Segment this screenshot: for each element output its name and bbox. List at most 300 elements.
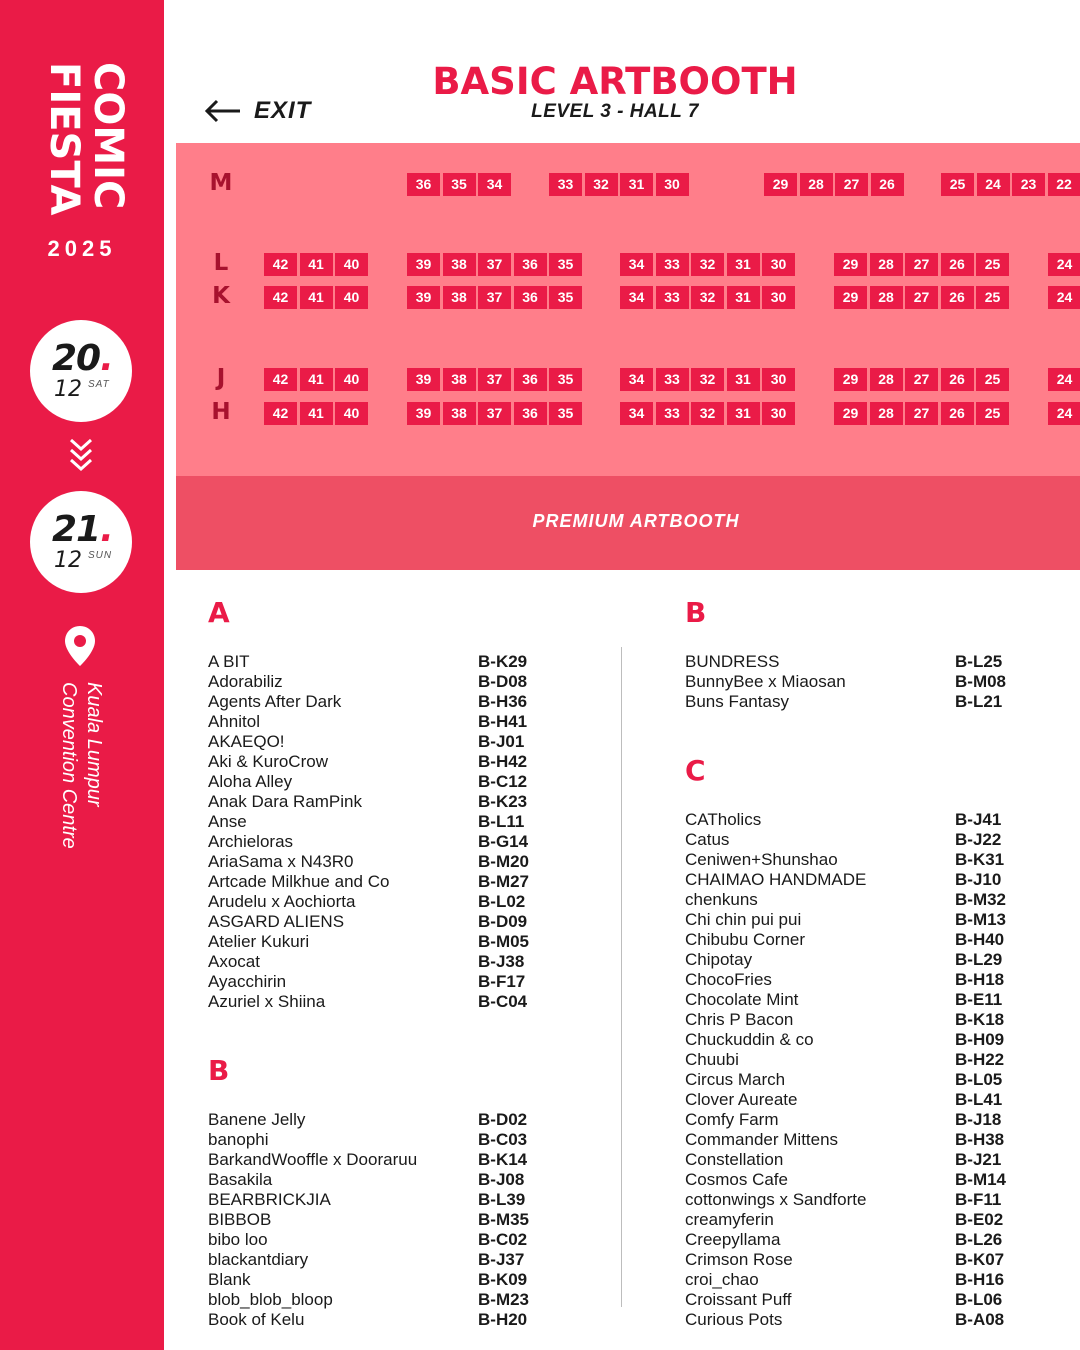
booth-h33: 33: [656, 402, 689, 425]
booth-code: B-M05: [478, 932, 530, 951]
sidebar: [0, 0, 164, 1350]
exhibitor-name: Aloha Alley: [208, 772, 293, 791]
list-item: [208, 1270, 529, 1290]
booth-j41: 41: [300, 368, 333, 391]
list-item: [685, 672, 1006, 692]
booth-m25: 25: [941, 173, 974, 196]
booth-code: B-M20: [478, 852, 530, 871]
booth-k41: 41: [300, 286, 333, 309]
booth-j35: 35: [549, 368, 582, 391]
booth-code: B-G14: [478, 832, 529, 851]
booth-code: B-M32: [955, 890, 1007, 909]
booth-j33: 33: [656, 368, 689, 391]
booth-k27: 27: [905, 286, 938, 309]
list-item: [208, 812, 529, 832]
booth-h27: 27: [905, 402, 938, 425]
exhibitor-name: Agents After Dark: [208, 692, 342, 711]
booth-m23: 23: [1012, 173, 1045, 196]
row-label-j: J: [216, 365, 226, 391]
exhibitor-name: BunnyBee x Miaosan: [685, 672, 846, 691]
booth-m32: 32: [585, 173, 618, 196]
booth-j36: 36: [514, 368, 547, 391]
date-day: 21: [52, 509, 101, 550]
exhibitor-name: Clover Aureate: [685, 1090, 798, 1109]
booth-code: B-E11: [955, 990, 1003, 1009]
exhibitor-name: blackantdiary: [208, 1250, 309, 1269]
booth-code: B-L21: [955, 692, 1003, 711]
list-item: [208, 972, 529, 992]
booth-j42: 42: [264, 368, 297, 391]
list-item: [685, 1070, 1006, 1090]
exhibitor-name: Chris P Bacon: [685, 1010, 794, 1029]
booth-j25: 25: [976, 368, 1009, 391]
booth-h41: 41: [300, 402, 333, 425]
date-badge-day1: [30, 320, 132, 422]
booth-l33: 33: [656, 253, 689, 276]
date-dot: .: [100, 509, 113, 550]
booth-code: B-H41: [478, 712, 528, 731]
page-title: BASIC ARTBOOTH: [432, 60, 798, 103]
booth-l40: 40: [335, 253, 368, 276]
booth-l36: 36: [514, 253, 547, 276]
booth-code: B-K14: [478, 1150, 528, 1169]
list-item: [685, 810, 1006, 830]
list-item: [208, 1230, 529, 1250]
list-item: [208, 1310, 529, 1330]
booth-code: B-M27: [478, 872, 530, 891]
booth-l30: 30: [762, 253, 795, 276]
exhibitor-name: Crimson Rose: [685, 1250, 793, 1269]
exhibitor-name: Ceniwen+Shunshao: [685, 850, 838, 869]
exhibitor-name: AKAEQO!: [208, 732, 285, 751]
booth-code: B-L25: [955, 652, 1003, 671]
booth-h34: 34: [620, 402, 653, 425]
list-item: [685, 1110, 1006, 1130]
booth-code: B-K09: [478, 1270, 528, 1289]
list-item: [208, 1190, 529, 1210]
booth-m33: 33: [549, 173, 582, 196]
booth-code: B-J38: [478, 952, 525, 971]
list-item: [208, 992, 529, 1012]
list-item: [685, 890, 1006, 910]
booth-l25: 25: [976, 253, 1009, 276]
row-label-l: L: [213, 250, 229, 276]
booth-k24: 24: [1048, 286, 1080, 309]
exhibitor-name: Anse: [208, 812, 247, 831]
exhibitor-name: Anak Dara RamPink: [208, 792, 363, 811]
exhibitor-list: [208, 1110, 529, 1330]
booth-code: B-H20: [478, 1310, 528, 1329]
date-month: 12: [54, 377, 82, 402]
booth-code: B-K07: [955, 1250, 1005, 1269]
booth-code: B-F17: [478, 972, 526, 991]
booth-code: B-E02: [955, 1210, 1004, 1229]
booth-code: B-J41: [955, 810, 1002, 829]
booth-k25: 25: [976, 286, 1009, 309]
exhibitor-name: BUNDRESS: [685, 652, 780, 671]
booth-l38: 38: [443, 253, 476, 276]
booth-l41: 41: [300, 253, 333, 276]
booth-code: B-M14: [955, 1170, 1007, 1189]
exhibitor-name: Basakila: [208, 1170, 273, 1189]
list-item: [208, 772, 529, 792]
list-item: [208, 912, 529, 932]
exhibitor-name: cottonwings x Sandforte: [685, 1190, 867, 1209]
exhibitor-list: [208, 652, 529, 1012]
brand-line-1: COMIC: [85, 62, 131, 210]
booth-l39: 39: [407, 253, 440, 276]
booth-j32: 32: [691, 368, 724, 391]
section-letter: B: [685, 596, 707, 629]
booth-l26: 26: [941, 253, 974, 276]
floor-map: [176, 143, 1080, 476]
list-item: [685, 970, 1006, 990]
booth-k32: 32: [691, 286, 724, 309]
booth-k37: 37: [478, 286, 511, 309]
booth-m31: 31: [620, 173, 653, 196]
exhibitor-name: Curious Pots: [685, 1310, 783, 1329]
list-item: [685, 652, 1006, 672]
booth-j26: 26: [941, 368, 974, 391]
exhibitor-name: Chuckuddin & co: [685, 1030, 814, 1049]
booth-h30: 30: [762, 402, 795, 425]
date-dot: .: [100, 338, 113, 379]
list-item: [685, 1250, 1006, 1270]
date-badge-day2: [30, 491, 132, 593]
booth-m22: 22: [1048, 173, 1080, 196]
list-item: [208, 692, 529, 712]
booth-k42: 42: [264, 286, 297, 309]
exhibitor-name: croi_chao: [685, 1270, 759, 1289]
booth-code: B-L02: [478, 892, 526, 911]
booth-h39: 39: [407, 402, 440, 425]
exhibitor-name: Axocat: [208, 952, 260, 971]
booth-code: B-C03: [478, 1130, 528, 1149]
exhibitor-name: Arudelu x Aochiorta: [208, 892, 356, 911]
list-item: [208, 752, 529, 772]
exhibitor-name: BIBBOB: [208, 1210, 272, 1229]
arrow-left-icon: [204, 99, 242, 123]
exhibitor-name: CHAIMAO HANDMADE: [685, 870, 867, 889]
list-item: [685, 1130, 1006, 1150]
exhibitor-name: Buns Fantasy: [685, 692, 789, 711]
list-item: [685, 930, 1006, 950]
booth-code: B-L39: [478, 1190, 526, 1209]
exhibitor-name: blob_blob_bloop: [208, 1290, 333, 1309]
booth-l28: 28: [870, 253, 903, 276]
booth-h38: 38: [443, 402, 476, 425]
booth-k36: 36: [514, 286, 547, 309]
list-item: [208, 792, 529, 812]
booth-j34: 34: [620, 368, 653, 391]
booth-k30: 30: [762, 286, 795, 309]
booth-code: B-H18: [955, 970, 1005, 989]
date-weekday: SAT: [88, 379, 110, 390]
list-item: [685, 1290, 1006, 1310]
exhibitor-name: Circus March: [685, 1070, 786, 1089]
list-item: [208, 952, 529, 972]
booth-l42: 42: [264, 253, 297, 276]
list-item: [685, 1310, 1006, 1330]
exhibitor-name: Banene Jelly: [208, 1110, 306, 1129]
booth-h26: 26: [941, 402, 974, 425]
booth-k38: 38: [443, 286, 476, 309]
exhibitor-name: Chipotay: [685, 950, 753, 969]
exit-label: EXIT: [254, 97, 312, 124]
booth-j31: 31: [727, 368, 760, 391]
brand-line-2: FIESTA: [41, 62, 87, 216]
page-subtitle: LEVEL 3 - HALL 7: [531, 101, 699, 122]
list-item: [208, 832, 529, 852]
booth-h29: 29: [834, 402, 867, 425]
booth-j24: 24: [1048, 368, 1080, 391]
list-item: [685, 870, 1006, 890]
premium-artbooth-label: PREMIUM ARTBOOTH: [532, 511, 740, 531]
exhibitor-name: BarkandWooffle x Dooraruu: [208, 1150, 418, 1169]
booth-h32: 32: [691, 402, 724, 425]
exhibitor-name: Archieloras: [208, 832, 294, 851]
booth-m27: 27: [835, 173, 868, 196]
list-item: [208, 932, 529, 952]
exhibitor-name: Chuubi: [685, 1050, 739, 1069]
list-item: [685, 692, 1006, 712]
list-item: [208, 1110, 529, 1130]
list-item: [685, 1210, 1006, 1230]
exhibitor-name: Commander Mittens: [685, 1130, 839, 1149]
list-item: [685, 910, 1006, 930]
booth-code: B-H09: [955, 1030, 1005, 1049]
booth-m29: 29: [764, 173, 797, 196]
booth-code: B-C04: [478, 992, 528, 1011]
booth-j40: 40: [335, 368, 368, 391]
list-item: [685, 1150, 1006, 1170]
booth-code: B-H40: [955, 930, 1005, 949]
list-item: [208, 732, 529, 752]
booth-h24: 24: [1048, 402, 1080, 425]
list-item: [208, 1170, 529, 1190]
booth-code: B-J21: [955, 1150, 1002, 1169]
exhibitor-list: [685, 652, 1006, 712]
booth-code: B-D08: [478, 672, 528, 691]
brand-logo: [38, 62, 131, 232]
booth-k26: 26: [941, 286, 974, 309]
booth-code: B-M23: [478, 1290, 530, 1309]
booth-code: B-A08: [955, 1310, 1005, 1329]
list-item: [685, 1270, 1006, 1290]
exhibitor-name: banophi: [208, 1130, 269, 1149]
booth-code: B-M35: [478, 1210, 530, 1229]
exhibitor-list: [685, 810, 1006, 1330]
booth-h37: 37: [478, 402, 511, 425]
exhibitor-name: ASGARD ALIENS: [208, 912, 345, 931]
double-chevron-down-icon: [66, 436, 96, 476]
booth-m26: 26: [871, 173, 904, 196]
list-item: [208, 1250, 529, 1270]
list-item: [208, 1290, 529, 1310]
booth-k35: 35: [549, 286, 582, 309]
list-item: [685, 1170, 1006, 1190]
date-weekday: SUN: [88, 550, 113, 561]
location-pin-icon: [64, 625, 96, 667]
booth-code: B-H16: [955, 1270, 1005, 1289]
exhibitor-name: Adorabiliz: [208, 672, 283, 691]
booth-code: B-L41: [955, 1090, 1003, 1109]
exhibitor-name: Atelier Kukuri: [208, 932, 310, 951]
exhibitor-name: Ahnitol: [208, 712, 260, 731]
booth-code: B-J37: [478, 1250, 525, 1269]
booth-k29: 29: [834, 286, 867, 309]
booth-code: B-M13: [955, 910, 1007, 929]
booth-code: B-L29: [955, 950, 1003, 969]
row-label-m: M: [209, 170, 233, 196]
booth-h42: 42: [264, 402, 297, 425]
exhibitor-name: A BIT: [208, 652, 250, 671]
exhibitor-name: Chi chin pui pui: [685, 910, 802, 929]
list-item: [685, 1230, 1006, 1250]
booth-code: B-C02: [478, 1230, 528, 1249]
list-item: [685, 830, 1006, 850]
booth-code: B-L11: [478, 812, 525, 831]
exhibitor-name: ChocoFries: [685, 970, 772, 989]
list-item: [208, 892, 529, 912]
booth-code: B-K23: [478, 792, 528, 811]
exhibitor-name: BEARBRICKJIA: [208, 1190, 331, 1209]
exhibitor-name: Creepyllama: [685, 1230, 781, 1249]
booth-code: B-H22: [955, 1050, 1005, 1069]
exhibitor-name: CATholics: [685, 810, 762, 829]
exhibitor-name: Artcade Milkhue and Co: [208, 872, 390, 891]
booth-k40: 40: [335, 286, 368, 309]
booth-code: B-H42: [478, 752, 528, 771]
booth-code: B-C12: [478, 772, 528, 791]
booth-code: B-H36: [478, 692, 528, 711]
booth-l29: 29: [834, 253, 867, 276]
list-item: [208, 672, 529, 692]
list-item: [208, 852, 529, 872]
booth-l31: 31: [727, 253, 760, 276]
list-item: [208, 872, 529, 892]
exhibitor-name: Cosmos Cafe: [685, 1170, 788, 1189]
booth-code: B-M08: [955, 672, 1007, 691]
list-item: [685, 950, 1006, 970]
brand-year: 2025: [47, 236, 117, 261]
booth-h36: 36: [514, 402, 547, 425]
booth-j37: 37: [478, 368, 511, 391]
booth-m36: 36: [407, 173, 440, 196]
booth-h25: 25: [976, 402, 1009, 425]
row-label-h: H: [211, 399, 231, 425]
booth-code: B-D02: [478, 1110, 528, 1129]
booth-h28: 28: [870, 402, 903, 425]
booth-code: B-J01: [478, 732, 525, 751]
date-month: 12: [54, 548, 82, 573]
booth-code: B-F11: [955, 1190, 1002, 1209]
booth-code: B-J18: [955, 1110, 1002, 1129]
exhibitor-name: Aki & KuroCrow: [208, 752, 328, 771]
list-item: [685, 1030, 1006, 1050]
booth-code: B-L06: [955, 1290, 1003, 1309]
list-item: [208, 1130, 529, 1150]
date-day: 20: [52, 338, 101, 379]
booth-j39: 39: [407, 368, 440, 391]
exit-marker: [204, 96, 311, 126]
section-letter: A: [208, 596, 230, 629]
list-item: [685, 1190, 1006, 1210]
booth-code: B-L05: [955, 1070, 1003, 1089]
booth-k31: 31: [727, 286, 760, 309]
booth-code: B-D09: [478, 912, 528, 931]
list-item: [685, 1050, 1006, 1070]
booth-code: B-K29: [478, 652, 528, 671]
booth-h35: 35: [549, 402, 582, 425]
booth-j28: 28: [870, 368, 903, 391]
booth-m30: 30: [656, 173, 689, 196]
booth-h40: 40: [335, 402, 368, 425]
booth-m35: 35: [443, 173, 476, 196]
venue-line-2: Convention Centre: [58, 682, 80, 849]
list-item: [208, 652, 529, 672]
booth-m34: 34: [478, 173, 511, 196]
exhibitor-name: AriaSama x N43R0: [208, 852, 354, 871]
booth-l24: 24: [1048, 253, 1080, 276]
booth-m24: 24: [977, 173, 1010, 196]
booth-code: B-H38: [955, 1130, 1005, 1149]
exhibitor-name: Chibubu Corner: [685, 930, 806, 949]
booth-k34: 34: [620, 286, 653, 309]
exhibitor-name: Azuriel x Shiina: [208, 992, 326, 1011]
booth-code: B-L26: [955, 1230, 1003, 1249]
booth-l34: 34: [620, 253, 653, 276]
list-item: [685, 1010, 1006, 1030]
venue: [56, 682, 112, 902]
list-item: [208, 1210, 529, 1230]
exhibitor-name: creamyferin: [685, 1210, 774, 1229]
exhibitor-name: Chocolate Mint: [685, 990, 799, 1009]
list-item: [685, 990, 1006, 1010]
booth-l35: 35: [549, 253, 582, 276]
exhibitor-name: bibo loo: [208, 1230, 268, 1249]
booth-code: B-J22: [955, 830, 1002, 849]
booth-k28: 28: [870, 286, 903, 309]
row-label-k: K: [212, 283, 230, 309]
booth-code: B-K18: [955, 1010, 1005, 1029]
booth-j27: 27: [905, 368, 938, 391]
exhibitor-name: Comfy Farm: [685, 1110, 779, 1129]
exhibitor-name: Ayacchirin: [208, 972, 287, 991]
booth-code: B-K31: [955, 850, 1005, 869]
exhibitor-name: Catus: [685, 830, 730, 849]
booth-j30: 30: [762, 368, 795, 391]
venue-line-1: Kuala Lumpur: [83, 682, 105, 807]
exhibitor-name: Constellation: [685, 1150, 784, 1169]
exhibitor-name: Blank: [208, 1270, 251, 1289]
booth-l37: 37: [478, 253, 511, 276]
booth-code: B-J10: [955, 870, 1002, 889]
booth-m28: 28: [800, 173, 833, 196]
booth-j38: 38: [443, 368, 476, 391]
booth-h31: 31: [727, 402, 760, 425]
exhibitor-name: Croissant Puff: [685, 1290, 792, 1309]
premium-artbooth-area: [176, 476, 1080, 570]
exhibitor-name: chenkuns: [685, 890, 758, 909]
booth-k33: 33: [656, 286, 689, 309]
booth-l27: 27: [905, 253, 938, 276]
column-divider: [621, 647, 622, 1307]
booth-j29: 29: [834, 368, 867, 391]
section-letter: C: [685, 754, 706, 787]
booth-l32: 32: [691, 253, 724, 276]
list-item: [208, 712, 529, 732]
